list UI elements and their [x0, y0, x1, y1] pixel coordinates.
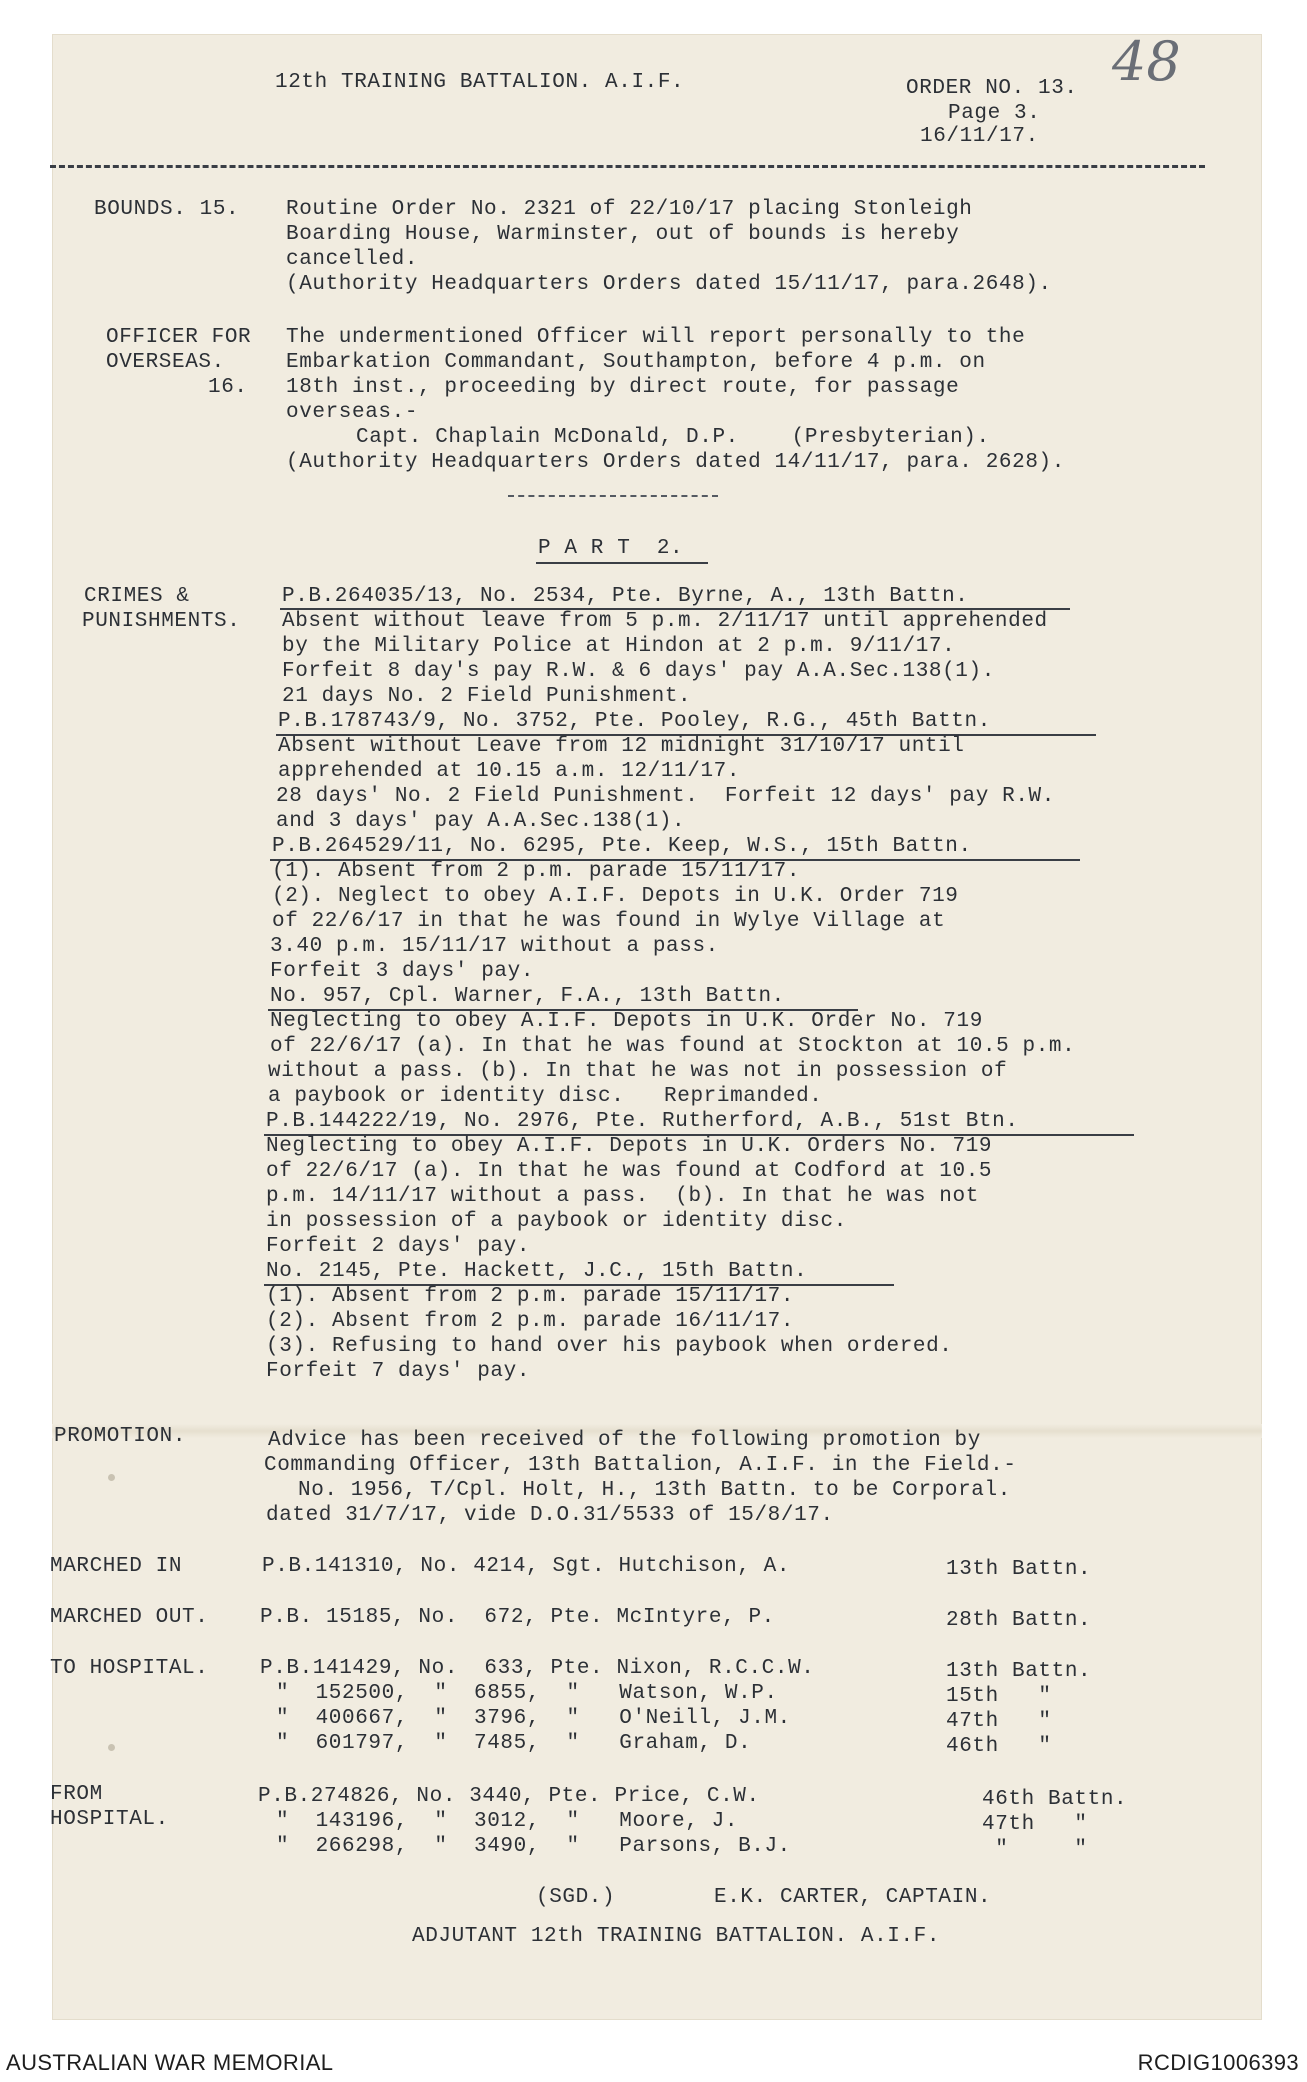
- crime-line: Forfeit 8 day's pay R.W. & 6 days' pay A.A.Sec.138(1).: [282, 660, 995, 683]
- crime-entry-heading: No. 2145, Pte. Hackett, J.C., 15th Battn.: [266, 1260, 808, 1283]
- punch-hole: [108, 1744, 115, 1751]
- to-hospital-unit: 47th ": [946, 1710, 1052, 1733]
- to-hospital-unit: 15th ": [946, 1685, 1052, 1708]
- from-hospital-unit: 47th ": [982, 1813, 1088, 1836]
- promotion-line: No. 1956, T/Cpl. Holt, H., 13th Battn. to be Corporal.: [298, 1479, 1011, 1502]
- crime-line: 21 days No. 2 Field Punishment.: [282, 685, 692, 708]
- to-hospital-label: TO HOSPITAL.: [50, 1657, 209, 1680]
- from-hospital-unit: " ": [982, 1838, 1088, 1861]
- officer-label: 16.: [208, 376, 248, 399]
- from-hospital-unit: 46th Battn.: [982, 1788, 1128, 1811]
- crime-line: (1). Absent from 2 p.m. parade 15/11/17.: [266, 1285, 795, 1308]
- from-hospital-label: HOSPITAL.: [50, 1808, 169, 1831]
- crimes-label: PUNISHMENTS.: [82, 610, 241, 633]
- marched-in-label: MARCHED IN: [50, 1555, 183, 1578]
- part-heading: P A R T 2.: [538, 537, 684, 560]
- officer-line: (Authority Headquarters Orders dated 14/11/17, para. 2628).: [286, 451, 1065, 474]
- crime-line: 28 days' No. 2 Field Punishment. Forfeit 12 days' pay R.W.: [276, 785, 1055, 808]
- marched-out-unit: 28th Battn.: [946, 1609, 1092, 1632]
- bounds-line: cancelled.: [286, 248, 419, 271]
- crime-line: of 22/6/17 (a). In that he was found at Codford at 10.5: [266, 1160, 993, 1183]
- officer-line: overseas.-: [286, 401, 419, 424]
- to-hospital-entry: " 152500, " 6855, " Watson, W.P.: [276, 1682, 778, 1705]
- crime-line: 3.40 p.m. 15/11/17 without a pass.: [270, 935, 719, 958]
- bounds-line: Routine Order No. 2321 of 22/10/17 placing Stonleigh: [286, 198, 973, 221]
- crime-line: (3). Refusing to hand over his paybook when ordered.: [266, 1335, 953, 1358]
- crime-line: a paybook or identity disc. Reprimanded.: [268, 1085, 823, 1108]
- from-hospital-entry: " 266298, " 3490, " Parsons, B.J.: [276, 1835, 791, 1858]
- crime-line: Forfeit 7 days' pay.: [266, 1360, 531, 1383]
- crimes-label: CRIMES &: [84, 585, 190, 608]
- section-divider: [508, 495, 718, 497]
- promotion-line: dated 31/7/17, vide D.O.31/5533 of 15/8/17.: [266, 1504, 834, 1527]
- to-hospital-entry: " 601797, " 7485, " Graham, D.: [276, 1732, 752, 1755]
- crime-entry-heading: No. 957, Cpl. Warner, F.A., 13th Battn.: [270, 985, 785, 1008]
- part-heading-underline: [536, 562, 708, 564]
- bounds-line: Boarding House, Warminster, out of bounds is hereby: [286, 223, 960, 246]
- crime-line: in possession of a paybook or identity disc.: [266, 1210, 847, 1233]
- crime-line: Neglecting to obey A.I.F. Depots in U.K. Order No. 719: [270, 1010, 983, 1033]
- crime-line: without a pass. (b). In that he was not in possession of: [268, 1060, 1008, 1083]
- battalion-title: 12th TRAINING BATTALION. A.I.F.: [275, 71, 685, 94]
- marched-out-entry: P.B. 15185, No. 672, Pte. McIntyre, P.: [260, 1606, 775, 1629]
- officer-label: OVERSEAS.: [106, 351, 225, 374]
- crime-line: Neglecting to obey A.I.F. Depots in U.K. Orders No. 719: [266, 1135, 993, 1158]
- marched-in-entry: P.B.141310, No. 4214, Sgt. Hutchison, A.: [262, 1555, 791, 1578]
- crime-entry-heading: P.B.264035/13, No. 2534, Pte. Byrne, A., 13th Battn.: [282, 585, 969, 608]
- crime-line: (1). Absent from 2 p.m. parade 15/11/17.: [272, 860, 801, 883]
- crime-line: of 22/6/17 (a). In that he was found at Stockton at 10.5 p.m.: [270, 1035, 1076, 1058]
- crime-line: p.m. 14/11/17 without a pass. (b). In that he was not: [266, 1185, 979, 1208]
- crime-line: Forfeit 2 days' pay.: [266, 1235, 531, 1258]
- order-number: ORDER NO. 13.: [906, 77, 1078, 100]
- officer-label: OFFICER FOR: [106, 326, 252, 349]
- crime-line: Absent without leave from 5 p.m. 2/11/17 until apprehended: [282, 610, 1048, 633]
- to-hospital-entry: " 400667, " 3796, " O'Neill, J.M.: [276, 1707, 791, 1730]
- to-hospital-entry: P.B.141429, No. 633, Pte. Nixon, R.C.C.W.: [260, 1657, 815, 1680]
- crime-line: (2). Absent from 2 p.m. parade 16/11/17.: [266, 1310, 795, 1333]
- signatory-name: E.K. CARTER, CAPTAIN.: [714, 1886, 992, 1909]
- marched-in-unit: 13th Battn.: [946, 1558, 1092, 1581]
- crime-entry-heading: P.B.144222/19, No. 2976, Pte. Rutherford, A.B., 51st Btn.: [266, 1110, 1019, 1133]
- punch-hole: [108, 1474, 115, 1481]
- officer-line: The undermentioned Officer will report personally to the: [286, 326, 1026, 349]
- crime-line: by the Military Police at Hindon at 2 p.m. 9/11/17.: [282, 635, 956, 658]
- handwritten-folio: 48: [1112, 30, 1181, 93]
- to-hospital-unit: 13th Battn.: [946, 1660, 1092, 1683]
- archive-credit: AUSTRALIAN WAR MEMORIAL: [6, 2050, 334, 2075]
- signatory-title: ADJUTANT 12th TRAINING BATTALION. A.I.F.: [412, 1925, 941, 1948]
- page-number: Page 3.: [948, 102, 1041, 125]
- signed-marker: (SGD.): [536, 1886, 616, 1909]
- crime-entry-heading: P.B.178743/9, No. 3752, Pte. Pooley, R.G., 45th Battn.: [278, 710, 991, 733]
- crime-line: Absent without Leave from 12 midnight 31/10/17 until: [278, 735, 965, 758]
- order-date: 16/11/17.: [920, 125, 1039, 148]
- officer-line: Embarkation Commandant, Southampton, before 4 p.m. on: [286, 351, 986, 374]
- header-divider: [50, 165, 1205, 168]
- crime-line: apprehended at 10.15 a.m. 12/11/17.: [278, 760, 741, 783]
- crime-line: and 3 days' pay A.A.Sec.138(1).: [276, 810, 686, 833]
- to-hospital-unit: 46th ": [946, 1735, 1052, 1758]
- bounds-label: BOUNDS. 15.: [94, 198, 240, 221]
- crime-line: of 22/6/17 in that he was found in Wylye Village at: [272, 910, 946, 933]
- officer-line: Capt. Chaplain McDonald, D.P. (Presbyterian).: [356, 426, 990, 449]
- from-hospital-entry: P.B.274826, No. 3440, Pte. Price, C.W.: [258, 1785, 760, 1808]
- promotion-label: PROMOTION.: [54, 1425, 187, 1448]
- from-hospital-label: FROM: [50, 1783, 103, 1806]
- officer-line: 18th inst., proceeding by direct route, for passage: [286, 376, 960, 399]
- crime-line: (2). Neglect to obey A.I.F. Depots in U.K. Order 719: [272, 885, 959, 908]
- promotion-line: Commanding Officer, 13th Battalion, A.I.F. in the Field.-: [264, 1454, 1017, 1477]
- promotion-line: Advice has been received of the following promotion by: [268, 1429, 981, 1452]
- crime-line: Forfeit 3 days' pay.: [270, 960, 535, 983]
- archive-reference: RCDIG1006393: [1137, 2050, 1299, 2075]
- marched-out-label: MARCHED OUT.: [50, 1606, 209, 1629]
- from-hospital-entry: " 143196, " 3012, " Moore, J.: [276, 1810, 739, 1833]
- bounds-line: (Authority Headquarters Orders dated 15/11/17, para.2648).: [286, 273, 1052, 296]
- crime-entry-heading: P.B.264529/11, No. 6295, Pte. Keep, W.S., 15th Battn.: [272, 835, 972, 858]
